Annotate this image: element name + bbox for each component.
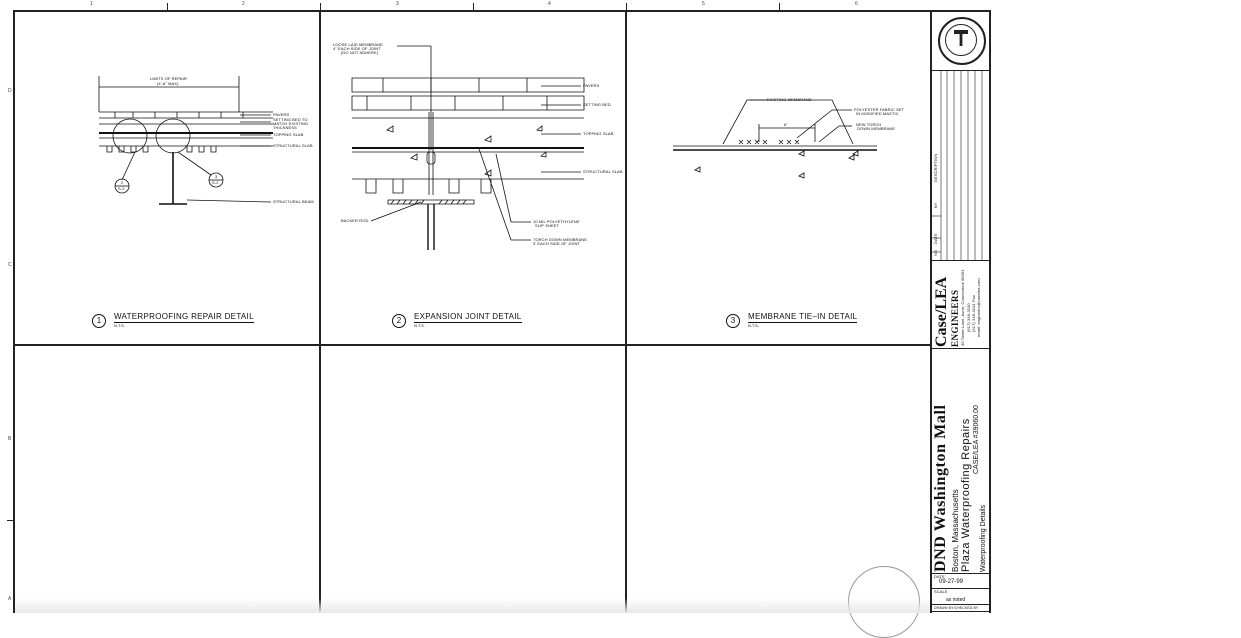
- row-letter: A: [8, 596, 12, 602]
- top-tick: [320, 3, 321, 10]
- revision-header-date: DATE: [933, 233, 938, 244]
- project-number: CASE/LEA #39060.00: [973, 405, 980, 474]
- detail-title: [114, 312, 254, 321]
- detail-waterproofing-repair: [15, 12, 319, 344]
- detail-1-drawing: [15, 12, 319, 344]
- ref-bubble-top: 3: [215, 174, 218, 179]
- note-setting-bed: SETTING BED TO: [273, 117, 308, 122]
- note-torch-down: 3' EACH SIDE OF JOINT: [533, 241, 581, 246]
- firm-logo-seal: [938, 17, 986, 65]
- empty-panel: [15, 346, 319, 613]
- note-dimension: 6": [784, 122, 788, 127]
- top-tick: [473, 3, 474, 10]
- revision-grid: [932, 70, 989, 260]
- note-existing-membrane: EXISTING MEMBRANE: [767, 97, 812, 102]
- scale-label: SCALE: [934, 589, 948, 594]
- column-number: 2: [242, 1, 245, 7]
- note-structural-beam: STRUCTURAL BEAM: [273, 199, 314, 204]
- ref-bubble-bottom: S-2: [212, 180, 219, 185]
- revision-header-no: NO: [933, 249, 938, 256]
- sheet-title: Waterproofing Details: [980, 504, 987, 572]
- top-tick: [167, 3, 168, 10]
- note-limits-sub: (4'-6" MAX): [157, 81, 179, 86]
- title-block-rule: [932, 348, 989, 349]
- ref-bubble-top: 2: [121, 180, 124, 185]
- scan-shadow: [15, 598, 930, 613]
- note-backer-rod: BACKER ROD: [341, 218, 369, 223]
- title-block-rule: [932, 604, 989, 605]
- detail-number-bubble: 3: [726, 314, 740, 328]
- top-tick: [779, 3, 780, 10]
- note-setting-bed: MATCH EXISTING: [273, 121, 309, 126]
- detail-title-text: MEMBRANE TIE–IN DETAIL: [748, 312, 858, 321]
- date-label: DATE: [934, 574, 945, 579]
- note-torch-down: TORCH DOWN MEMBRANE,: [533, 237, 589, 242]
- title-block-rule: [932, 260, 989, 261]
- firm-phone: (617) 346-3100: [966, 303, 971, 332]
- border-right: [989, 10, 991, 613]
- empty-panel: [321, 346, 625, 613]
- note-polyester-fabric: IN MODIFIED MASTIC: [856, 111, 899, 116]
- top-tick: [626, 3, 627, 10]
- note-polyethylene: SLIP SHEET: [535, 223, 560, 228]
- column-number: 3: [396, 1, 399, 7]
- row-letter: D: [8, 88, 12, 94]
- note-structural-slab: STRUCTURAL SLAB: [273, 143, 313, 148]
- detail-scale: N.T.S.: [748, 323, 759, 328]
- firm-subtitle: ENGINEERS: [950, 289, 960, 347]
- note-polyester-fabric: POLYESTER FABRIC SET: [854, 107, 905, 112]
- note-setting-bed: THICKNESS: [273, 125, 297, 130]
- note-pavers: PAVERS: [583, 83, 600, 88]
- detail-title-text: EXPANSION JOINT DETAIL: [414, 312, 522, 321]
- revision-header-description: DESCRIPTION: [933, 153, 938, 182]
- column-number: 4: [548, 1, 551, 7]
- note-topping-slab: TOPPING SLAB: [273, 132, 304, 137]
- left-edge-tick: [7, 520, 13, 521]
- note-topping-slab: TOPPING SLAB: [583, 131, 614, 136]
- note-setting-bed: SETTING BED: [583, 102, 611, 107]
- detail-membrane-tie-in: [627, 12, 930, 344]
- detail-title: [414, 312, 522, 321]
- note-polyethylene: 10 MIL POLYETHYLENE: [533, 219, 580, 224]
- column-number: 5: [702, 1, 705, 7]
- title-block-rule: [932, 611, 989, 612]
- project-location: Boston, Massachusetts: [951, 489, 960, 572]
- detail-2-drawing: [321, 12, 625, 344]
- project-title: Plaza Waterproofing Repairs: [960, 418, 972, 572]
- title-block: [932, 12, 989, 613]
- note-pavers: PAVERS: [273, 112, 290, 117]
- note-loose-membrane: LOOSE LAID MEMBRANE: [333, 42, 383, 47]
- firm-email: email: engineers@caselea.com: [976, 278, 981, 337]
- column-number: 6: [855, 1, 858, 7]
- detail-number-bubble: 1: [92, 314, 106, 328]
- note-new-torch-down: NEW TORCH: [856, 122, 882, 127]
- firm-address: 30 Tower Lane, Avon, Connecticut 06001: [960, 269, 965, 346]
- row-letter: B: [8, 436, 12, 442]
- detail-scale: N.T.S.: [114, 323, 125, 328]
- ref-bubble-bottom: S-2: [118, 186, 125, 191]
- detail-expansion-joint: [321, 12, 625, 344]
- date-value: 09-27-99: [939, 579, 964, 585]
- revision-header-by: BY: [933, 202, 938, 208]
- note-limits: LIMITS OF REPAIR: [150, 76, 187, 81]
- column-number: 1: [90, 1, 93, 7]
- firm-fax: (617) 346-3101 Fax: [971, 295, 976, 332]
- detail-number-bubble: 2: [392, 314, 406, 328]
- row-letter: C: [8, 262, 12, 268]
- note-loose-membrane: 4" EACH SIDE OF JOINT: [333, 46, 381, 51]
- scale-value: as noted: [946, 597, 966, 603]
- note-new-torch-down: DOWN MEMBRANE: [857, 126, 896, 131]
- detail-scale: N.T.S.: [414, 323, 425, 328]
- drawn-checked-label: DRAWN BY/CHECKED BY: [934, 606, 979, 610]
- detail-title-text: WATERPROOFING REPAIR DETAIL: [114, 312, 254, 321]
- note-structural-slab: STRUCTURAL SLAB: [583, 169, 623, 174]
- firm-name: Case/LEA: [933, 276, 950, 347]
- detail-title: [748, 312, 857, 321]
- detail-3-drawing: [627, 12, 930, 344]
- note-loose-membrane: (DO NOT ADHERE): [341, 50, 379, 55]
- project-name: DND Washington Mall: [932, 404, 949, 572]
